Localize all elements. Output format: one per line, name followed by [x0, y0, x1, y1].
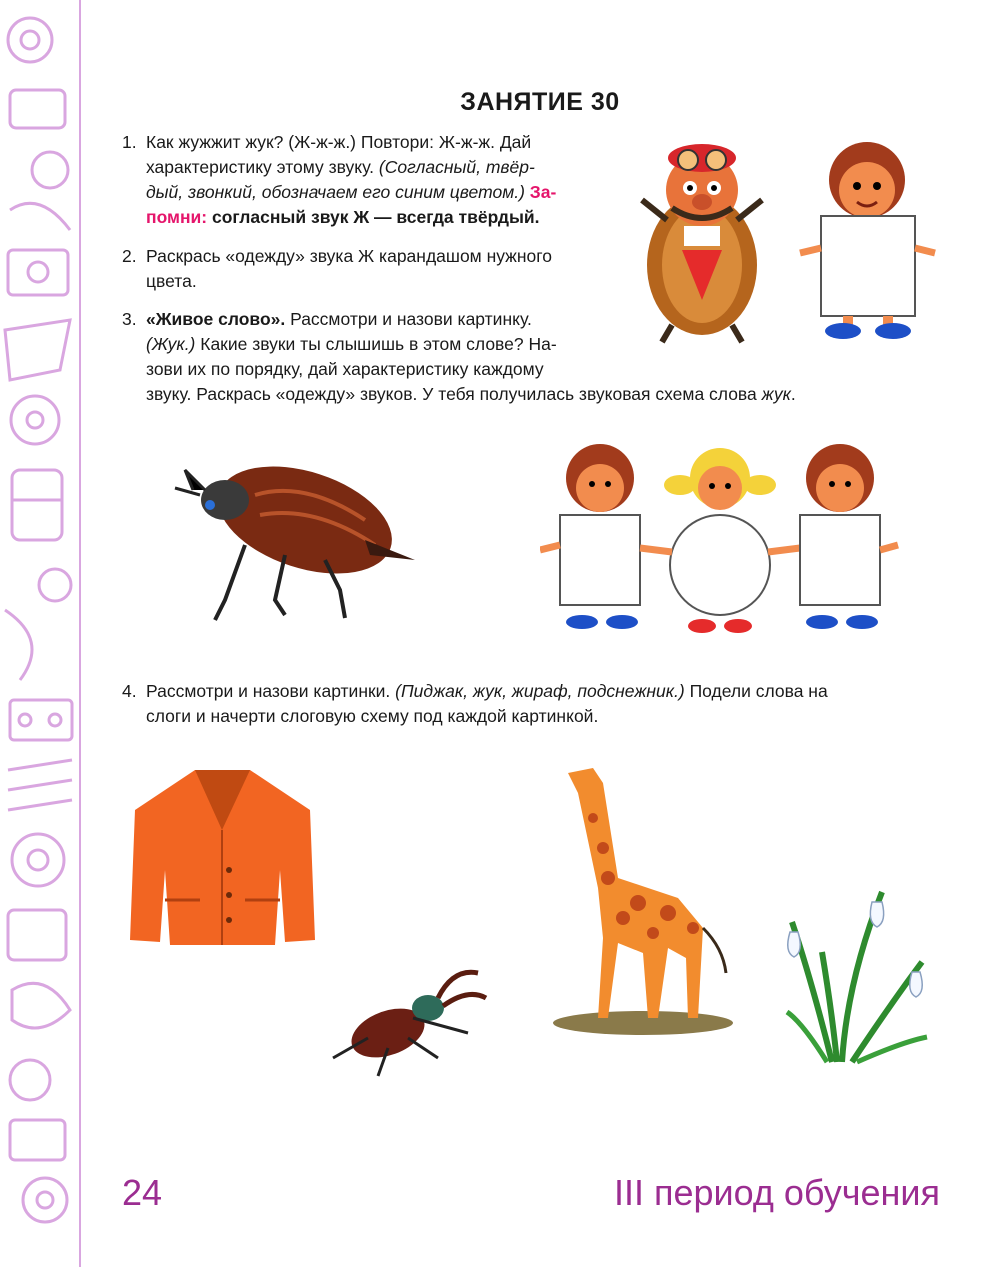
task-2: [122, 244, 626, 294]
boy-with-square-illustration: [795, 138, 940, 343]
task-text: цвета.: [146, 271, 197, 291]
rule-text: согласный звук Ж — всегда твёрдый.: [207, 207, 540, 227]
remember-label: помни:: [146, 207, 208, 227]
task-number: 4.: [122, 681, 137, 701]
snowdrop-flowers-illustration: [772, 862, 942, 1067]
task-hint: дый, звонкий, обозначаем его синим цветом.): [146, 182, 525, 202]
stag-beetle-illustration: [318, 958, 493, 1078]
lesson-title: ЗАНЯТИЕ 30: [460, 88, 620, 116]
task-text: зови их по порядку, дай характеристику каждому: [146, 359, 544, 379]
remember-label: За-: [524, 182, 557, 202]
task-text: звуку. Раскрась «одежду» звуков. У тебя получилась звуковая схема слова: [146, 384, 762, 404]
task-text: Подели слова на: [684, 681, 828, 701]
task-text: характеристику этому звуку.: [146, 157, 379, 177]
task-number: 2.: [122, 246, 137, 266]
task-text: Рассмотри и назови картинку.: [285, 309, 532, 329]
beetle-character-illustration: [632, 130, 782, 345]
giraffe-illustration: [548, 758, 738, 1038]
margin-decoration: [0, 0, 96, 1267]
three-children-sound-scheme: [540, 440, 900, 640]
task-hint: жук: [761, 384, 791, 404]
task-hint: (Жук.): [146, 334, 196, 354]
section-title: III период обучения: [613, 1172, 940, 1213]
task-text: слоги и начерти слоговую схему под каждой картинкой.: [146, 706, 599, 726]
task-hint: (Пиджак, жук, жираф, подснежник.): [395, 681, 685, 701]
task-number: 3.: [122, 309, 137, 329]
task-heading: «Живое слово».: [146, 309, 286, 329]
task-text: Раскрась «одежду» звука Ж карандашом нужного: [146, 246, 553, 266]
task-text: .: [790, 384, 796, 404]
may-beetle-illustration: [165, 450, 425, 625]
task-text: Какие звуки ты слышишь в этом слове? На-: [195, 334, 557, 354]
task-number: 1.: [122, 132, 137, 152]
task-1: [122, 130, 626, 230]
task-text: Рассмотри и назови картинки.: [146, 681, 396, 701]
page-number: 24: [122, 1172, 163, 1213]
task-hint: (Согласный, твёр-: [378, 157, 535, 177]
jacket-illustration: [125, 760, 320, 950]
task-text: Как жужжит жук? (Ж-ж-ж.) Повтори: Ж-ж-ж. Дай: [146, 132, 532, 152]
task-4: [122, 679, 946, 729]
